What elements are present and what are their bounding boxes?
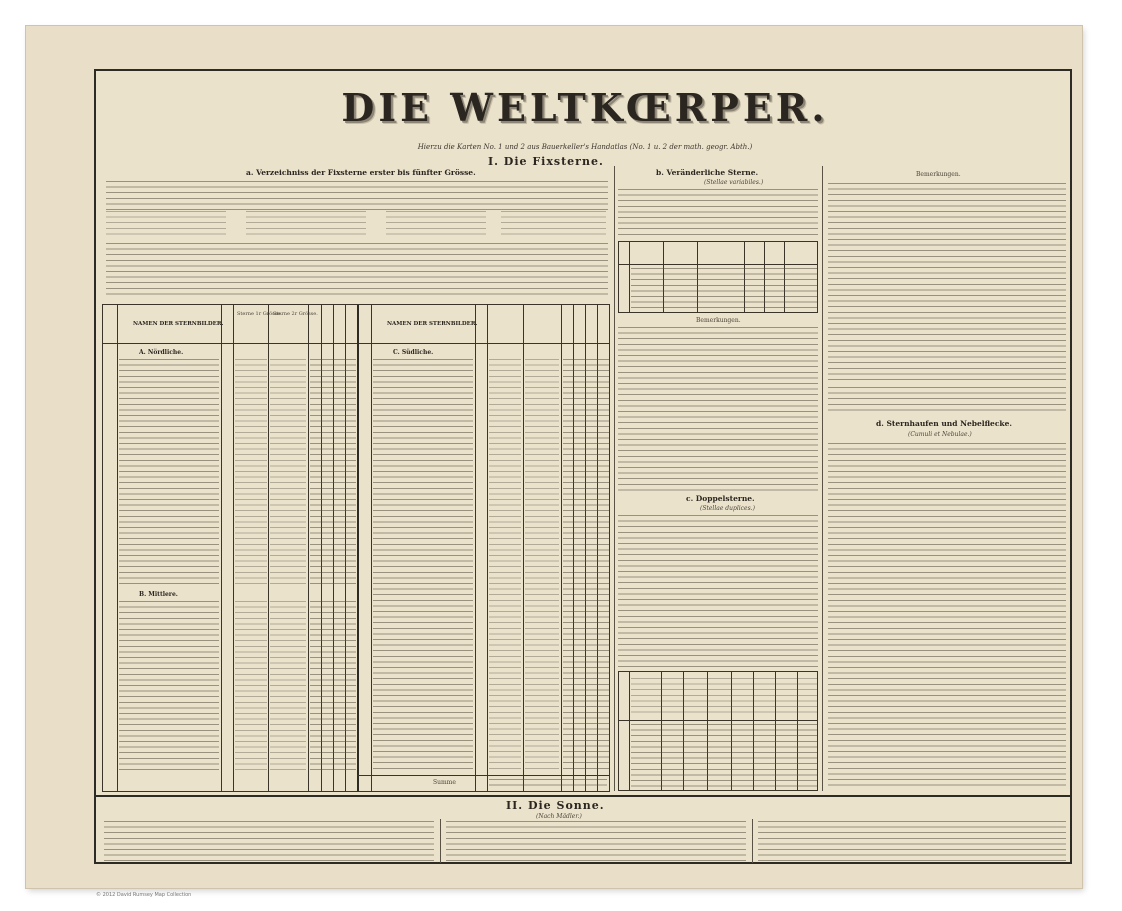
intro-list-3 [386, 211, 486, 239]
right-remarks-2 [828, 387, 1066, 413]
sub-d-note: (Cumuli et Nebulae.) [908, 431, 972, 438]
map-sheet [26, 26, 1082, 888]
sub-a-title: a. Verzeichniss der Fixsterne erster bis fünfter Grösse. [246, 168, 476, 177]
sub-b-bemerkungen: Bemerkungen. [696, 317, 741, 324]
document-frame [94, 69, 1072, 864]
sub-c-text [618, 515, 818, 667]
page-subtitle: Hierzu die Karten No. 1 und 2 aus Bauerkeller's Handatlas (No. 1 u. 2 der math. geogr. Abth.) [417, 143, 753, 151]
sub-d-title: d. Sternhaufen und Nebelflecke. [876, 419, 1012, 428]
double-star-table [618, 671, 818, 791]
intro-list-1 [106, 211, 226, 239]
star-table [102, 304, 610, 792]
table-header-left: NAMEN DER STERNBILDER. [133, 321, 224, 327]
sonne-col-2 [446, 821, 746, 863]
sub-b-remarks [618, 327, 818, 491]
credit-line: © 2012 David Rumsey Map Collection [96, 892, 192, 898]
intro-list-4 [501, 211, 606, 239]
table-header-right: NAMEN DER STERNBILDER. [387, 321, 478, 327]
col-first-magnitude: Sterne 1r Grösse. [237, 311, 282, 317]
group-nordliche: A. Nördliche. [139, 349, 184, 356]
intro-paragraph [106, 181, 608, 211]
section-fixsterne-title: I. Die Fixsterne. [488, 155, 604, 168]
intro-list-2 [246, 211, 366, 239]
section-sonne-title: II. Die Sonne. [506, 799, 605, 812]
sonne-col-3 [758, 821, 1066, 863]
summe-label: Summe [433, 779, 456, 786]
intro-notes [106, 243, 608, 299]
group-mittlere: B. Mittlere. [139, 591, 178, 598]
group-sudliche: C. Südliche. [393, 349, 434, 356]
sub-b-note: (Stellae variabiles.) [704, 179, 764, 186]
col-second-magnitude: Sterne 2r Grösse. [273, 311, 318, 317]
right-bemerkungen: Bemerkungen. [916, 171, 961, 178]
sub-d-text [828, 443, 1066, 789]
page-title: DIE WELTKŒRPER. [341, 85, 829, 130]
variable-star-table [618, 241, 818, 313]
sub-b-title: b. Veränderliche Sterne. [656, 168, 759, 177]
sonne-col-1 [104, 821, 434, 863]
sub-c-note: (Stellae duplices.) [700, 505, 755, 512]
sub-b-intro [618, 189, 818, 239]
right-remarks [828, 183, 1066, 383]
section-sonne-note: (Nach Mädler.) [536, 813, 582, 820]
sub-c-title: c. Doppelsterne. [686, 494, 755, 503]
